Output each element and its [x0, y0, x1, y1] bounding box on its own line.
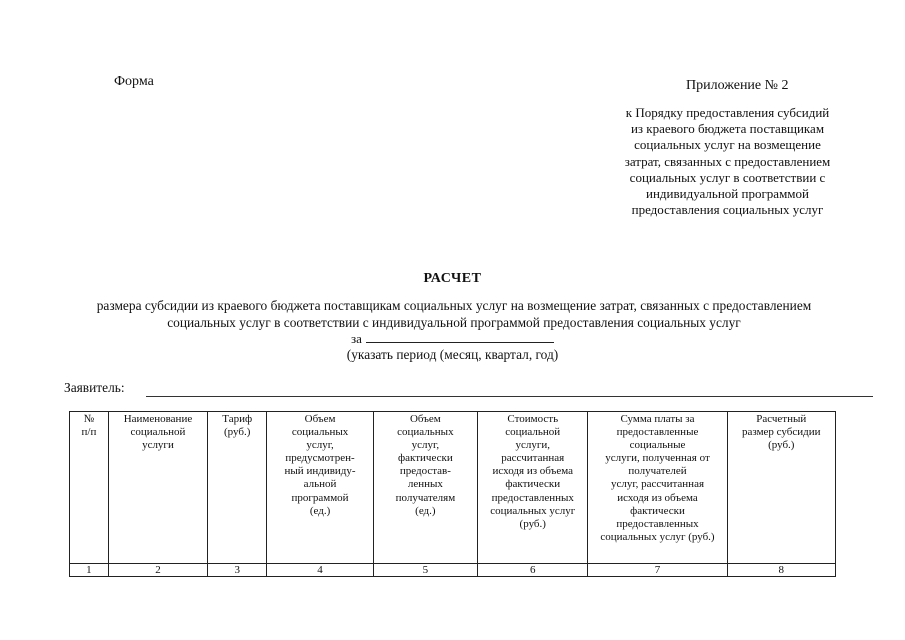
column-number: 7: [588, 564, 727, 577]
header-line: услуги,: [515, 439, 551, 452]
header-line: предостав-: [399, 465, 451, 478]
appendix-line: индивидуальной программой: [646, 186, 809, 202]
header-actual-volume: [373, 412, 477, 564]
header-line: социальных услуг: [490, 504, 576, 517]
subtitle-line-1: размера субсидии из краевого бюджета поставщикам социальных услуг на возмещение затрат, связанных с предоставлением: [96, 298, 812, 313]
table-numbering-row: [70, 564, 836, 577]
header-line: альной: [303, 478, 337, 491]
header-line: №: [83, 413, 95, 425]
header-line: социальных услуг (руб.): [600, 530, 715, 543]
header-subsidy-amount: [727, 412, 835, 564]
period-row: [0, 331, 905, 347]
column-number: 4: [267, 564, 373, 577]
header-line: исходя из объема: [617, 491, 698, 504]
header-line: Тариф: [222, 413, 253, 425]
header-line: услуги: [142, 439, 174, 452]
header-line: социальной: [505, 426, 561, 439]
header-line: Наименование: [123, 413, 193, 425]
header-line: услуг,: [306, 439, 334, 452]
column-number: 8: [727, 564, 835, 577]
document-subtitle: [40, 297, 868, 331]
appendix-line: предоставления социальных услуг: [631, 202, 824, 218]
form-label: Форма: [114, 74, 154, 89]
header-line: предоставленные: [616, 426, 699, 439]
header-line: п/п: [81, 426, 97, 439]
header-line: Объем: [304, 413, 336, 425]
column-number: 2: [108, 564, 207, 577]
header-line: фактически: [505, 478, 561, 491]
header-line: фактически: [398, 452, 453, 465]
period-blank-field[interactable]: [366, 331, 554, 343]
header-line: ленных: [407, 478, 443, 491]
header-line: (ед.): [309, 504, 331, 517]
period-prefix: за: [351, 331, 362, 346]
column-number: 1: [70, 564, 109, 577]
header-planned-volume: [267, 412, 373, 564]
appendix-line: из краевого бюджета поставщикам: [630, 121, 825, 137]
header-line: получателям: [395, 491, 456, 504]
header-line: Объем: [409, 413, 441, 425]
header-number: [70, 412, 109, 564]
header-line: рассчитанная: [501, 452, 565, 465]
header-line: (руб.): [519, 517, 546, 530]
period-hint: (указать период (месяц, квартал, год): [346, 347, 559, 362]
header-line: социальных: [291, 426, 349, 439]
subtitle-line-2: социальных услуг в соответствии с индивидуальной программой предоставления социальных услуг: [167, 315, 741, 330]
header-line: Стоимость: [507, 413, 559, 425]
header-service-cost: [478, 412, 588, 564]
header-line: программой: [291, 491, 349, 504]
calculation-table: [69, 411, 836, 577]
header-line: социальные: [629, 439, 686, 452]
header-line: социальных: [397, 426, 454, 439]
document-heading: РАСЧЕТ: [423, 271, 482, 286]
header-line: услуг,: [411, 439, 440, 452]
column-number: 6: [478, 564, 588, 577]
header-line: услуги, полученная от: [605, 452, 710, 465]
header-line: социальной: [130, 426, 186, 439]
header-line: размер субсидии: [742, 426, 821, 439]
applicant-label: Заявитель:: [64, 380, 125, 395]
header-line: предоставленных: [616, 517, 699, 530]
appendix-line: затрат, связанных с предоставлением: [624, 153, 831, 169]
header-line: фактически: [630, 504, 685, 517]
header-line: предусмотрен-: [285, 452, 355, 465]
header-payment-amount: [588, 412, 727, 564]
header-tariff: [208, 412, 267, 564]
appendix-text: [600, 105, 855, 218]
header-line: предоставленных: [491, 491, 574, 504]
appendix-line: социальных услуг в соответствии с: [629, 169, 826, 185]
header-service-name: [108, 412, 207, 564]
header-line: (ед.): [415, 504, 436, 517]
header-line: услуг, рассчитанная: [610, 478, 705, 491]
applicant-blank-field[interactable]: [146, 396, 873, 397]
header-line: ный индивиду-: [284, 465, 356, 478]
table-header-row: [70, 412, 836, 564]
header-line: (руб.): [224, 426, 251, 439]
header-line: (руб.): [768, 439, 795, 452]
column-number: 3: [208, 564, 267, 577]
appendix-line: к Порядку предоставления субсидий: [625, 105, 830, 120]
column-number: 5: [373, 564, 477, 577]
appendix-line: социальных услуг на возмещение: [634, 137, 821, 153]
header-line: Сумма платы за: [620, 413, 695, 425]
header-line: исходя из объема: [492, 465, 573, 478]
header-line: Расчетный: [756, 413, 807, 425]
appendix-title: Приложение № 2: [686, 78, 789, 93]
header-line: получателей: [628, 465, 687, 478]
